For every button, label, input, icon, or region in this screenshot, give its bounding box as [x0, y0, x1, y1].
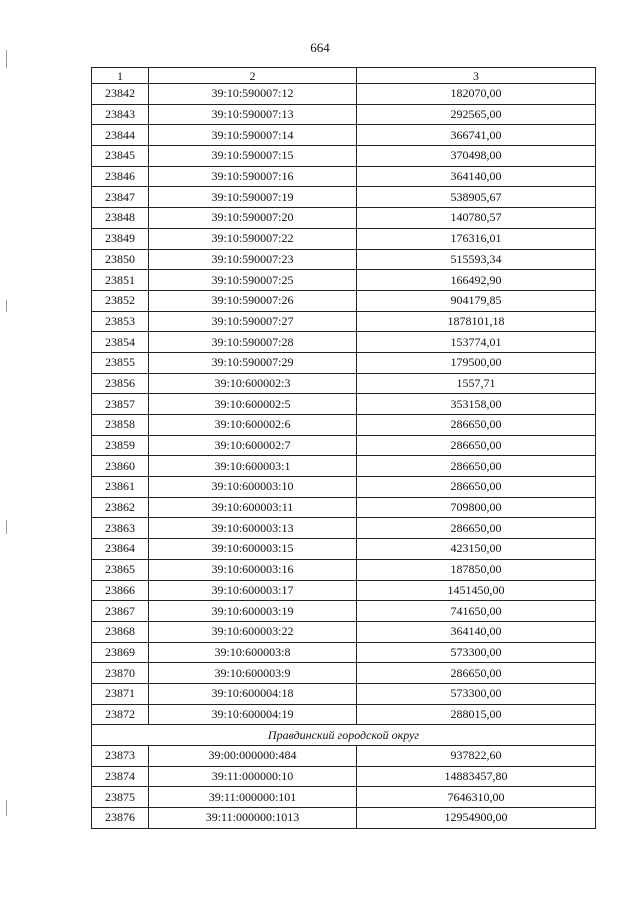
table-body-after [92, 746, 596, 829]
cadastral-value: 286650,00 [357, 435, 596, 456]
section-heading-row [92, 725, 596, 746]
row-number: 23875 [92, 787, 149, 808]
row-number: 23869 [92, 642, 149, 663]
cadastral-number: 39:10:590007:23 [149, 249, 357, 270]
cadastral-value: 515593,34 [357, 249, 596, 270]
table-row [92, 704, 596, 725]
table-row [92, 663, 596, 684]
table-row [92, 518, 596, 539]
cadastral-number: 39:10:590007:12 [149, 84, 357, 105]
cadastral-value: 292565,00 [357, 104, 596, 125]
cadastral-value: 573300,00 [357, 642, 596, 663]
column-header-3: 3 [357, 68, 596, 84]
cadastral-number: 39:10:600003:10 [149, 477, 357, 498]
cadastral-number: 39:10:590007:20 [149, 208, 357, 229]
cadastral-number: 39:10:600003:16 [149, 559, 357, 580]
table-row [92, 746, 596, 767]
cadastral-number: 39:10:600004:19 [149, 704, 357, 725]
cadastral-number: 39:10:600002:3 [149, 373, 357, 394]
cadastral-number: 39:10:590007:25 [149, 270, 357, 291]
cadastral-number: 39:10:590007:28 [149, 332, 357, 353]
column-header-2: 2 [149, 68, 357, 84]
table-row [92, 311, 596, 332]
cadastral-number: 39:10:600003:11 [149, 497, 357, 518]
cadastral-number: 39:10:600004:18 [149, 683, 357, 704]
row-number: 23854 [92, 332, 149, 353]
cadastral-number: 39:10:600003:15 [149, 539, 357, 560]
row-number: 23853 [92, 311, 149, 332]
scan-artifact [6, 300, 7, 312]
cadastral-value: 12954900,00 [357, 808, 596, 829]
table-row [92, 187, 596, 208]
cadastral-number: 39:10:590007:15 [149, 146, 357, 167]
cadastral-value: 7646310,00 [357, 787, 596, 808]
section-heading-group [92, 725, 596, 746]
cadastral-value: 14883457,80 [357, 766, 596, 787]
row-number: 23871 [92, 683, 149, 704]
column-header-1: 1 [92, 68, 149, 84]
table-row [92, 456, 596, 477]
row-number: 23864 [92, 539, 149, 560]
table-row [92, 208, 596, 229]
row-number: 23857 [92, 394, 149, 415]
row-number: 23861 [92, 477, 149, 498]
table-row [92, 580, 596, 601]
cadastral-value: 573300,00 [357, 683, 596, 704]
cadastral-value: 741650,00 [357, 601, 596, 622]
table-body-before [92, 84, 596, 725]
cadastral-number: 39:11:000000:10 [149, 766, 357, 787]
table-row [92, 477, 596, 498]
row-number: 23873 [92, 746, 149, 767]
cadastral-value: 1451450,00 [357, 580, 596, 601]
table-row [92, 766, 596, 787]
section-heading: Правдинский городской округ [92, 725, 596, 746]
cadastral-number: 39:11:000000:101 [149, 787, 357, 808]
cadastral-value: 286650,00 [357, 477, 596, 498]
row-number: 23855 [92, 352, 149, 373]
cadastral-value: 904179,85 [357, 290, 596, 311]
cadastral-value: 538905,67 [357, 187, 596, 208]
cadastral-number: 39:10:600003:13 [149, 518, 357, 539]
cadastral-value: 140780,57 [357, 208, 596, 229]
table-row [92, 539, 596, 560]
row-number: 23849 [92, 228, 149, 249]
page-number: 664 [310, 40, 330, 55]
cadastral-value: 370498,00 [357, 146, 596, 167]
row-number: 23844 [92, 125, 149, 146]
row-number: 23868 [92, 621, 149, 642]
row-number: 23843 [92, 104, 149, 125]
table-row [92, 146, 596, 167]
table-row [92, 559, 596, 580]
table-row [92, 166, 596, 187]
cadastral-value: 1557,71 [357, 373, 596, 394]
table-row [92, 104, 596, 125]
row-number: 23876 [92, 808, 149, 829]
scan-artifact [6, 50, 7, 68]
cadastral-number: 39:10:590007:14 [149, 125, 357, 146]
row-number: 23848 [92, 208, 149, 229]
cadastral-value: 364140,00 [357, 166, 596, 187]
row-number: 23874 [92, 766, 149, 787]
table-row [92, 228, 596, 249]
table-row [92, 125, 596, 146]
cadastral-value-table [91, 67, 596, 829]
cadastral-value: 353158,00 [357, 394, 596, 415]
table-row [92, 621, 596, 642]
row-number: 23845 [92, 146, 149, 167]
table-row [92, 787, 596, 808]
cadastral-value: 937822,60 [357, 746, 596, 767]
cadastral-value: 288015,00 [357, 704, 596, 725]
cadastral-value: 423150,00 [357, 539, 596, 560]
table-row [92, 394, 596, 415]
cadastral-value: 187850,00 [357, 559, 596, 580]
row-number: 23856 [92, 373, 149, 394]
row-number: 23858 [92, 415, 149, 436]
table-row [92, 435, 596, 456]
row-number: 23852 [92, 290, 149, 311]
row-number: 23865 [92, 559, 149, 580]
table-row [92, 270, 596, 291]
cadastral-value: 153774,01 [357, 332, 596, 353]
cadastral-number: 39:10:600002:7 [149, 435, 357, 456]
cadastral-number: 39:10:600002:5 [149, 394, 357, 415]
cadastral-number: 39:10:590007:29 [149, 352, 357, 373]
cadastral-number: 39:10:600003:1 [149, 456, 357, 477]
cadastral-number: 39:10:590007:16 [149, 166, 357, 187]
row-number: 23862 [92, 497, 149, 518]
row-number: 23866 [92, 580, 149, 601]
cadastral-value: 366741,00 [357, 125, 596, 146]
cadastral-number: 39:10:600003:19 [149, 601, 357, 622]
table-row [92, 352, 596, 373]
cadastral-value: 176316,01 [357, 228, 596, 249]
cadastral-value: 286650,00 [357, 415, 596, 436]
cadastral-value: 286650,00 [357, 456, 596, 477]
cadastral-value: 182070,00 [357, 84, 596, 105]
cadastral-number: 39:00:000000:484 [149, 746, 357, 767]
table-row [92, 497, 596, 518]
row-number: 23870 [92, 663, 149, 684]
table-row [92, 84, 596, 105]
row-number: 23860 [92, 456, 149, 477]
table-row [92, 290, 596, 311]
cadastral-value: 166492,90 [357, 270, 596, 291]
table-row [92, 332, 596, 353]
table-row [92, 373, 596, 394]
table-row [92, 415, 596, 436]
cadastral-value: 286650,00 [357, 518, 596, 539]
cadastral-value: 179500,00 [357, 352, 596, 373]
table-row [92, 601, 596, 622]
scan-artifact [6, 520, 7, 534]
cadastral-number: 39:10:600003:22 [149, 621, 357, 642]
row-number: 23851 [92, 270, 149, 291]
cadastral-number: 39:10:600003:9 [149, 663, 357, 684]
row-number: 23872 [92, 704, 149, 725]
cadastral-number: 39:10:590007:27 [149, 311, 357, 332]
cadastral-number: 39:10:590007:19 [149, 187, 357, 208]
row-number: 23850 [92, 249, 149, 270]
table-row [92, 808, 596, 829]
table-row [92, 249, 596, 270]
cadastral-number: 39:10:590007:26 [149, 290, 357, 311]
table-header-row [92, 68, 596, 84]
cadastral-value: 1878101,18 [357, 311, 596, 332]
row-number: 23846 [92, 166, 149, 187]
row-number: 23867 [92, 601, 149, 622]
cadastral-number: 39:10:590007:13 [149, 104, 357, 125]
table-row [92, 683, 596, 704]
cadastral-number: 39:10:600003:17 [149, 580, 357, 601]
scan-artifact [6, 800, 7, 816]
row-number: 23859 [92, 435, 149, 456]
cadastral-value: 286650,00 [357, 663, 596, 684]
cadastral-value: 364140,00 [357, 621, 596, 642]
row-number: 23863 [92, 518, 149, 539]
cadastral-number: 39:11:000000:1013 [149, 808, 357, 829]
row-number: 23847 [92, 187, 149, 208]
cadastral-number: 39:10:590007:22 [149, 228, 357, 249]
table-row [92, 642, 596, 663]
cadastral-value: 709800,00 [357, 497, 596, 518]
cadastral-number: 39:10:600002:6 [149, 415, 357, 436]
row-number: 23842 [92, 84, 149, 105]
cadastral-number: 39:10:600003:8 [149, 642, 357, 663]
